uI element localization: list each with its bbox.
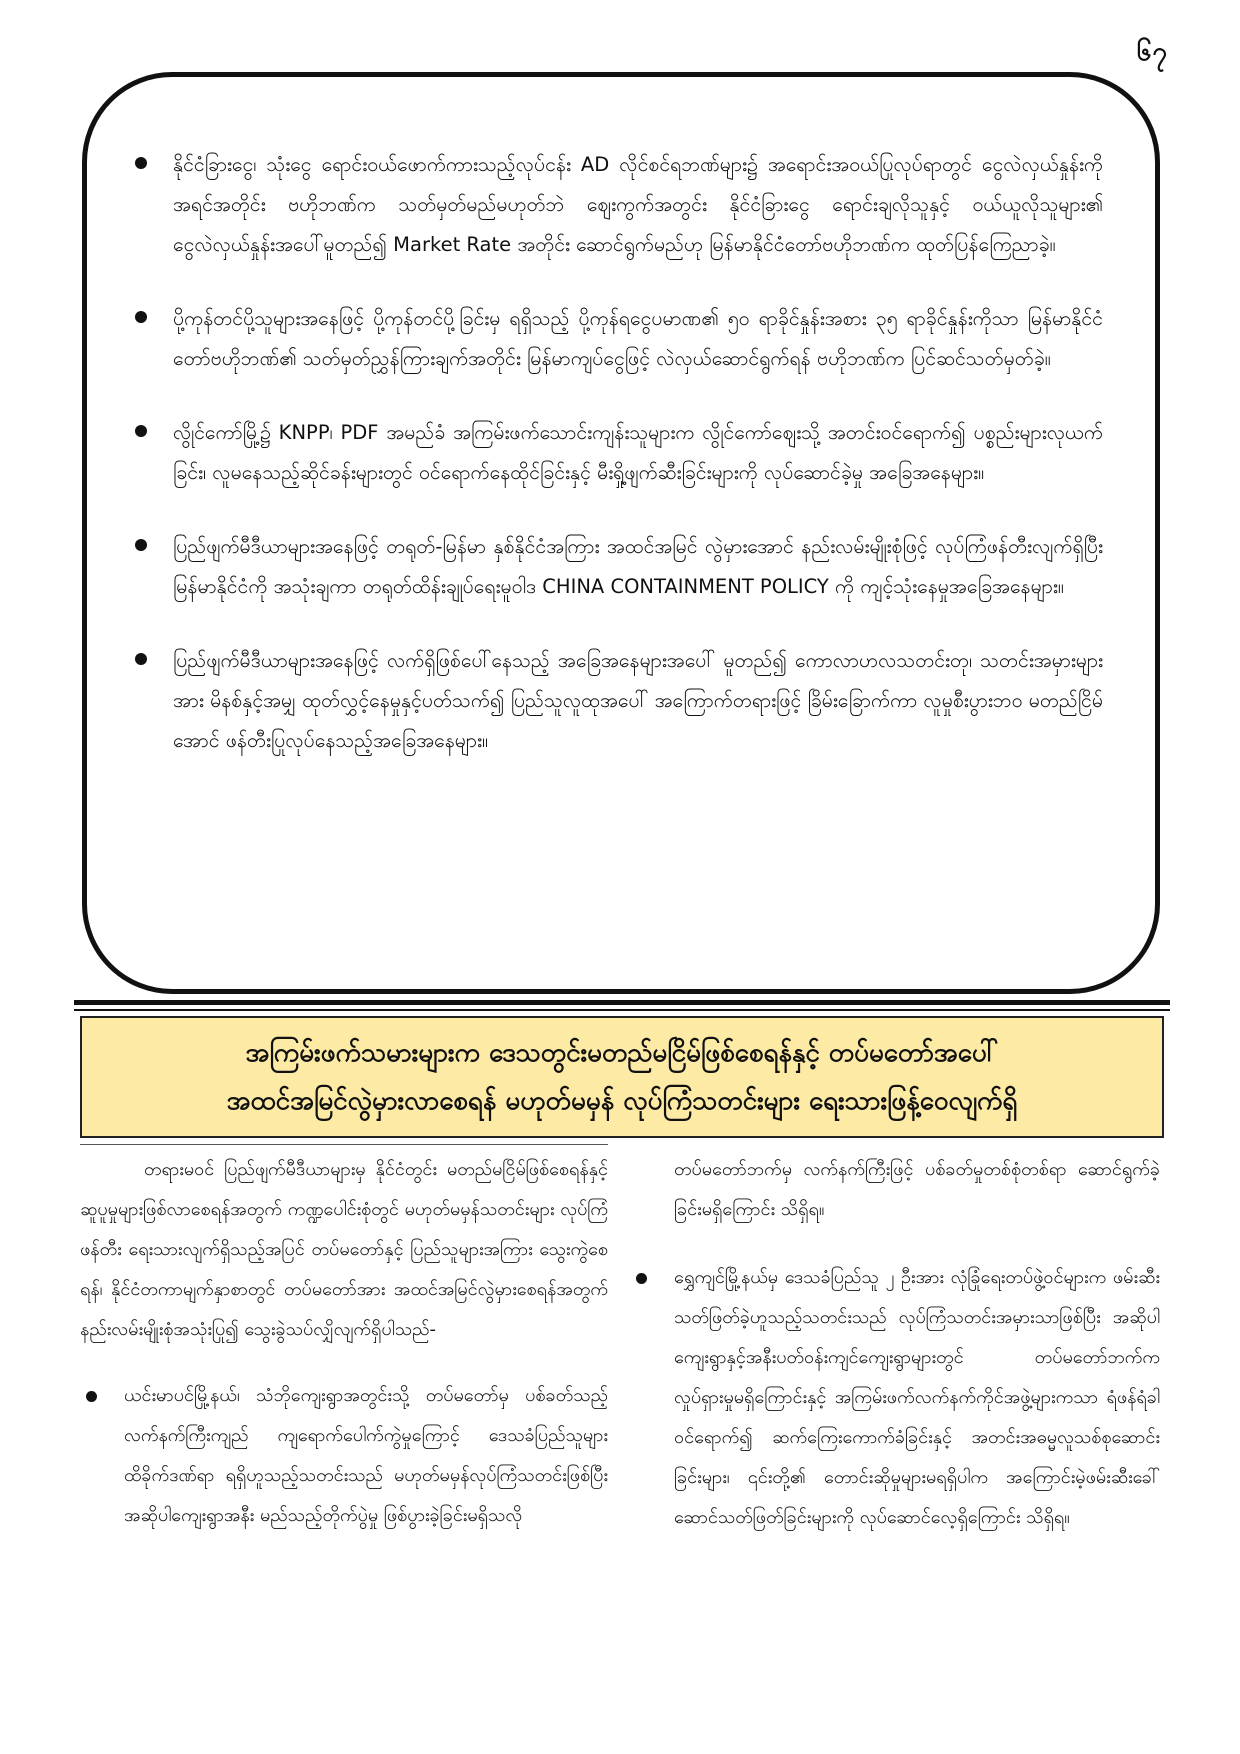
list-item-text: လွိုင်ကော်မြို့၌ KNPP၊ PDF အမည်ခံ အကြမ်းဖက်သောင်းကျန်းသူများက လွိုင်ကော်ဈေးသို့ အတင်းဝင်ရောက်၍ ပစ္စည်းများလုယက်ခြင်း၊ လူမနေသည့်ဆိုင်ခန်းများတွင် ဝင်ရောက်နေထိုင်ခြင်းနှင့် မီးရှို့ဖျက်ဆီးခြင်းများကို လုပ်ဆောင်ခဲ့မှု အခြေအနေများ။ bbox=[173, 421, 1103, 484]
list-item bbox=[135, 641, 1103, 761]
list-item bbox=[630, 1258, 1160, 1538]
section-divider-thick bbox=[74, 1000, 1170, 1005]
list-item bbox=[135, 527, 1103, 607]
intro-paragraph: တရားမဝင် ပြည်ဖျက်မီဒီယာများမှ နိုင်ငံတွင်း မတည်မငြိမ်ဖြစ်စေရန်နှင့် ဆူပူမှုများဖြစ်လာစေရန်အတွက် ကဏ္ဍပေါင်းစုံတွင် မဟုတ်မမှန်သတင်းများ လုပ်ကြံဖန်တီး ရေးသားလျက်ရှိသည့်အပြင် တပ်မတော်နှင့် ပြည်သူများအကြား သွေးကွဲစေရန်၊ နိုင်ငံတကာမျက်နှာစာတွင် တပ်မတော်အား အထင်အမြင်လွဲမှားစေရန်အတွက် နည်းလမ်းမျိုးစုံအသုံးပြု၍ သွေးခွဲသပ်လျှိလျက်ရှိပါသည်- bbox=[80, 1159, 608, 1340]
list-item-text: နိုင်ငံခြားငွေ၊ သုံးငွေ ရောင်းဝယ်ဖောက်ကားသည့်လုပ်ငန်း AD လိုင်စင်ရဘဏ်များ၌ အရောင်းအဝယ်ပြုလုပ်ရာတွင် ငွေလဲလှယ်နှုန်းကို အရင်အတိုင်း ဗဟိုဘဏ်က သတ်မှတ်မည်မဟုတ်ဘဲ ဈေးကွက်အတွင်း နိုင်ငံခြားငွေ ရောင်းချလိုသူနှင့် ဝယ်ယူလိုသူများ၏ ငွေလဲလှယ်နှုန်းအပေါ်မူတည်၍ Market Rate အတိုင်း ဆောင်ရွက်မည်ဟု မြန်မာနိုင်ငံတော်ဗဟိုဘဏ်က ထုတ်ပြန်ကြေညာခဲ့။ bbox=[173, 153, 1103, 256]
news-summary-box bbox=[82, 72, 1160, 994]
bullet-icon bbox=[135, 653, 147, 665]
list-item-text: ရွှေကျင်မြို့နယ်မှ ဒေသခံပြည်သူ ၂ ဦးအား လုံခြုံရေးတပ်ဖွဲ့ဝင်များက ဖမ်းဆီးသတ်ဖြတ်ခဲ့ဟူသည့်သတင်းသည် လုပ်ကြံသတင်းအမှားသာဖြစ်ပြီး အဆိုပါကျေးရွာနှင့်အနီးပတ်ဝန်းကျင်ကျေးရွာများတွင် တပ်မတော်ဘက်က လှုပ်ရှားမှုမရှိကြောင်းနှင့် အကြမ်းဖက်လက်နက်ကိုင်အဖွဲ့များကသာ ရံဖန်ရံခါဝင်ရောက်၍ ဆက်ကြေးကောက်ခံခြင်းနှင့် အတင်းအဓမ္မလူသစ်စုဆောင်းခြင်းများ၊ ၎င်းတို့၏ တောင်းဆိုမှုများမရရှိပါက အကြောင်းမဲ့ဖမ်းဆီးခေါ်ဆောင်သတ်ဖြတ်ခြင်းများကို လုပ်ဆောင်လေ့ရှိကြောင်း သိရှိရ။ bbox=[674, 1267, 1160, 1528]
headline-line-2: အထင်အမြင်လွဲမှားလာစေရန် မဟုတ်မမှန် လုပ်ကြံသတင်းများ ရေးသားဖြန့်ဝေလျက်ရှိ bbox=[226, 1086, 1018, 1116]
right-list bbox=[630, 1258, 1160, 1538]
page-number: ၆၇ bbox=[1136, 37, 1168, 67]
left-list bbox=[80, 1376, 608, 1536]
bullet-icon bbox=[135, 425, 147, 437]
continuation-paragraph: တပ်မတော်ဘက်မှ လက်နက်ကြီးဖြင့် ပစ်ခတ်မှုတစ်စုံတစ်ရာ ဆောင်ရွက်ခဲ့ခြင်းမရှိကြောင်း သိရှိရ။ bbox=[674, 1159, 1160, 1220]
summary-list bbox=[135, 145, 1103, 761]
bullet-icon bbox=[636, 1273, 647, 1284]
list-item bbox=[135, 145, 1103, 265]
bullet-icon bbox=[86, 1391, 97, 1402]
bullet-icon bbox=[135, 311, 147, 323]
list-item-text: ပို့ကုန်တင်ပို့သူများအနေဖြင့် ပို့ကုန်တင်ပို့ခြင်းမှ ရရှိသည့် ပို့ကုန်ရငွေပမာဏ၏ ၅၀ ရာခိုင်နှုန်းအစား ၃၅ ရာခိုင်နှုန်းကိုသာ မြန်မာနိုင်ငံတော်ဗဟိုဘဏ်၏ သတ်မှတ်ညွှန်ကြားချက်အတိုင်း မြန်မာကျပ်ငွေဖြင့် လဲလှယ်ဆောင်ရွက်ရန် ဗဟိုဘဏ်က ပြင်ဆင်သတ်မှတ်ခဲ့။ bbox=[173, 307, 1103, 370]
section-divider-thin bbox=[74, 1009, 1170, 1011]
list-item bbox=[135, 299, 1103, 379]
article-headline bbox=[80, 1016, 1164, 1138]
bullet-icon bbox=[135, 539, 147, 551]
list-item-text: ယင်းမာပင်မြို့နယ်၊ သံဘိုကျေးရွာအတွင်းသို့ တပ်မတော်မှ ပစ်ခတ်သည့် လက်နက်ကြီးကျည် ကျရောက်ပေါက်ကွဲမှုကြောင့် ဒေသခံပြည်သူများ ထိခိုက်ဒဏ်ရာ ရရှိဟူသည့်သတင်းသည် မဟုတ်မမှန်လုပ်ကြံသတင်းဖြစ်ပြီး အဆိုပါကျေးရွာအနီး မည်သည့်တိုက်ပွဲမှု ဖြစ်ပွားခဲ့ခြင်းမရှိသလို bbox=[124, 1385, 608, 1526]
list-item bbox=[135, 413, 1103, 493]
column-top-rule bbox=[80, 1144, 608, 1145]
headline-line-1: အကြမ်းဖက်သမားများက ဒေသတွင်းမတည်မငြိမ်ဖြစ်စေရန်နှင့် တပ်မတော်အပေါ် bbox=[245, 1038, 999, 1068]
list-item-text: ပြည်ဖျက်မီဒီယာများအနေဖြင့် တရုတ်-မြန်မာ နှစ်နိုင်ငံအကြား အထင်အမြင် လွဲမှားအောင် နည်းလမ်းမျိုးစုံဖြင့် လုပ်ကြံဖန်တီးလျက်ရှိပြီး မြန်မာနိုင်ငံကို အသုံးချကာ တရုတ်ထိန်းချုပ်ရေးမူဝါဒ CHINA CONTAINMENT POLICY ကို ကျင့်သုံးနေမှုအခြေအနေများ။ bbox=[173, 535, 1103, 598]
article-column-right bbox=[630, 1150, 1160, 1566]
bullet-icon bbox=[135, 157, 147, 169]
list-item bbox=[80, 1376, 608, 1536]
list-item-text: ပြည်ဖျက်မီဒီယာများအနေဖြင့် လက်ရှိဖြစ်ပေါ်နေသည့် အခြေအနေများအပေါ် မူတည်၍ ကောလာဟလသတင်းတု၊ သတင်းအမှားများအား မိနစ်နှင့်အမျှ ထုတ်လွှင့်နေမှုနှင့်ပတ်သက်၍ ပြည်သူလူထုအပေါ် အကြောက်တရားဖြင့် ခြိမ်းခြောက်ကာ လူမှုစီးပွားဘဝ မတည်ငြိမ်အောင် ဖန်တီးပြုလုပ်နေသည့်အခြေအနေများ။ bbox=[173, 649, 1103, 752]
article-column-left bbox=[80, 1150, 608, 1564]
